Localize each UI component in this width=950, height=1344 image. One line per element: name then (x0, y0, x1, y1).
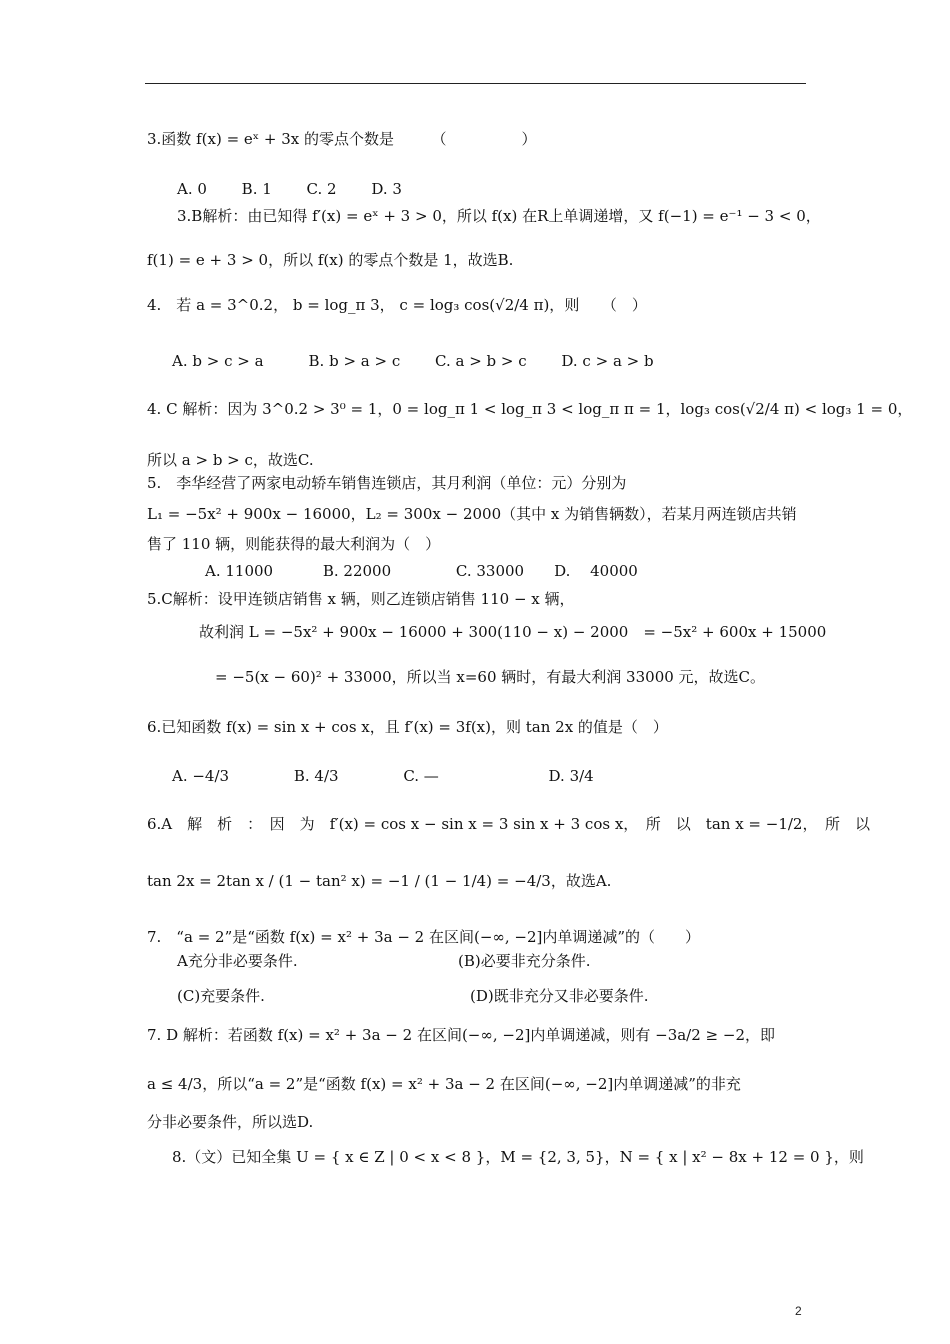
text-line-q7: 7. “a = 2”是“函数 f(x) = x² + 3a − 2 在区间(−∞, −2]内单调递减”的（ ） (147, 928, 701, 946)
text-line-q3-opts: A. 0 B. 1 C. 2 D. 3 (177, 180, 402, 198)
text-line-q7-opt-b: (B)必要非充分条件. (458, 952, 591, 970)
text-line-q5-ans-2: 故利润 L = −5x² + 900x − 16000 + 300(110 − x) − 2000 = −5x² + 600x + 15000 (199, 623, 827, 641)
text-line-q7-opt-d: (D)既非充分又非必要条件. (470, 987, 649, 1005)
text-line-q5-opts: A. 11000 B. 22000 C. 33000 D. 40000 (205, 562, 638, 580)
text-line-q5-3: 售了 110 辆，则能获得的最大利润为（ ） (147, 535, 441, 553)
text-line-q5-2: L₁ = −5x² + 900x − 16000，L₂ = 300x − 2000（其中 x 为销售辆数），若某月两连锁店共销 (147, 505, 797, 523)
text-line-q3: 3.函数 f(x) = eˣ + 3x 的零点个数是 （ ） (147, 130, 537, 148)
text-line-q6-opts: A. −4/3 B. 4/3 C. — D. 3/4 (172, 767, 594, 785)
text-line-q3-ans-2: f(1) = e + 3 > 0，所以 f(x) 的零点个数是 1，故选B. (147, 251, 514, 269)
text-line-q7-ans-3: 分非必要条件，所以选D. (147, 1113, 314, 1131)
text-line-q4: 4. 若 a = 3^0.2， b = log_π 3， c = log₃ cos(√2/4 π)，则 （ ） (147, 296, 647, 314)
text-line-q4-ans-1: 4. C 解析：因为 3^0.2 > 3⁰ = 1，0 = log_π 1 < log_π 3 < log_π π = 1，log₃ cos(√2/4 π) < log₃ 1 = 0， (147, 400, 913, 418)
text-line-q7-ans-2: a ≤ 4/3，所以“a = 2”是“函数 f(x) = x² + 3a − 2 在区间(−∞, −2]内单调递减”的非充 (147, 1075, 741, 1093)
text-line-q6: 6.已知函数 f(x) = sin x + cos x，且 f′(x) = 3f(x)，则 tan 2x 的值是（ ） (147, 718, 668, 736)
text-line-q3-ans-1: 3.B解析：由已知得 f′(x) = eˣ + 3 > 0，所以 f(x) 在R上单调递增，又 f(−1) = e⁻¹ − 3 < 0， (177, 207, 821, 225)
header-rule (145, 83, 806, 84)
text-line-q6-ans-2: tan 2x = 2tan x / (1 − tan² x) = −1 / (1 − 1/4) = −4/3，故选A. (147, 872, 612, 890)
text-line-q5-ans-3: = −5(x − 60)² + 33000，所以当 x=60 辆时，有最大利润 33000 元，故选C。 (215, 668, 766, 686)
text-line-q5-ans-1: 5.C解析：设甲连锁店销售 x 辆，则乙连锁店销售 110 − x 辆， (147, 590, 575, 608)
text-line-q4-ans-2: 所以 a > b > c，故选C. (147, 451, 314, 469)
page-number: 2 (795, 1304, 802, 1318)
text-line-q7-ans-1: 7. D 解析：若函数 f(x) = x² + 3a − 2 在区间(−∞, −2]内单调递减，则有 −3a/2 ≥ −2，即 (147, 1026, 775, 1044)
text-line-q8: 8.（文）已知全集 U = { x ∈ Z | 0 < x < 8 }，M = {2, 3, 5}，N = { x | x² − 8x + 12 = 0 }，则 (172, 1148, 864, 1166)
text-line-q6-ans-1: 6.A 解 析 ： 因 为 f′(x) = cos x − sin x = 3 sin x + 3 cos x， 所 以 tan x = −1/2， 所 以 (147, 815, 870, 833)
text-line-q7-opt-a: A充分非必要条件. (177, 952, 298, 970)
text-line-q4-opts: A. b > c > a B. b > a > c C. a > b > c D. c > a > b (172, 352, 654, 370)
text-line-q5-1: 5. 李华经营了两家电动轿车销售连锁店，其月利润（单位：元）分别为 (147, 474, 627, 492)
text-line-q7-opt-c: (C)充要条件. (177, 987, 265, 1005)
